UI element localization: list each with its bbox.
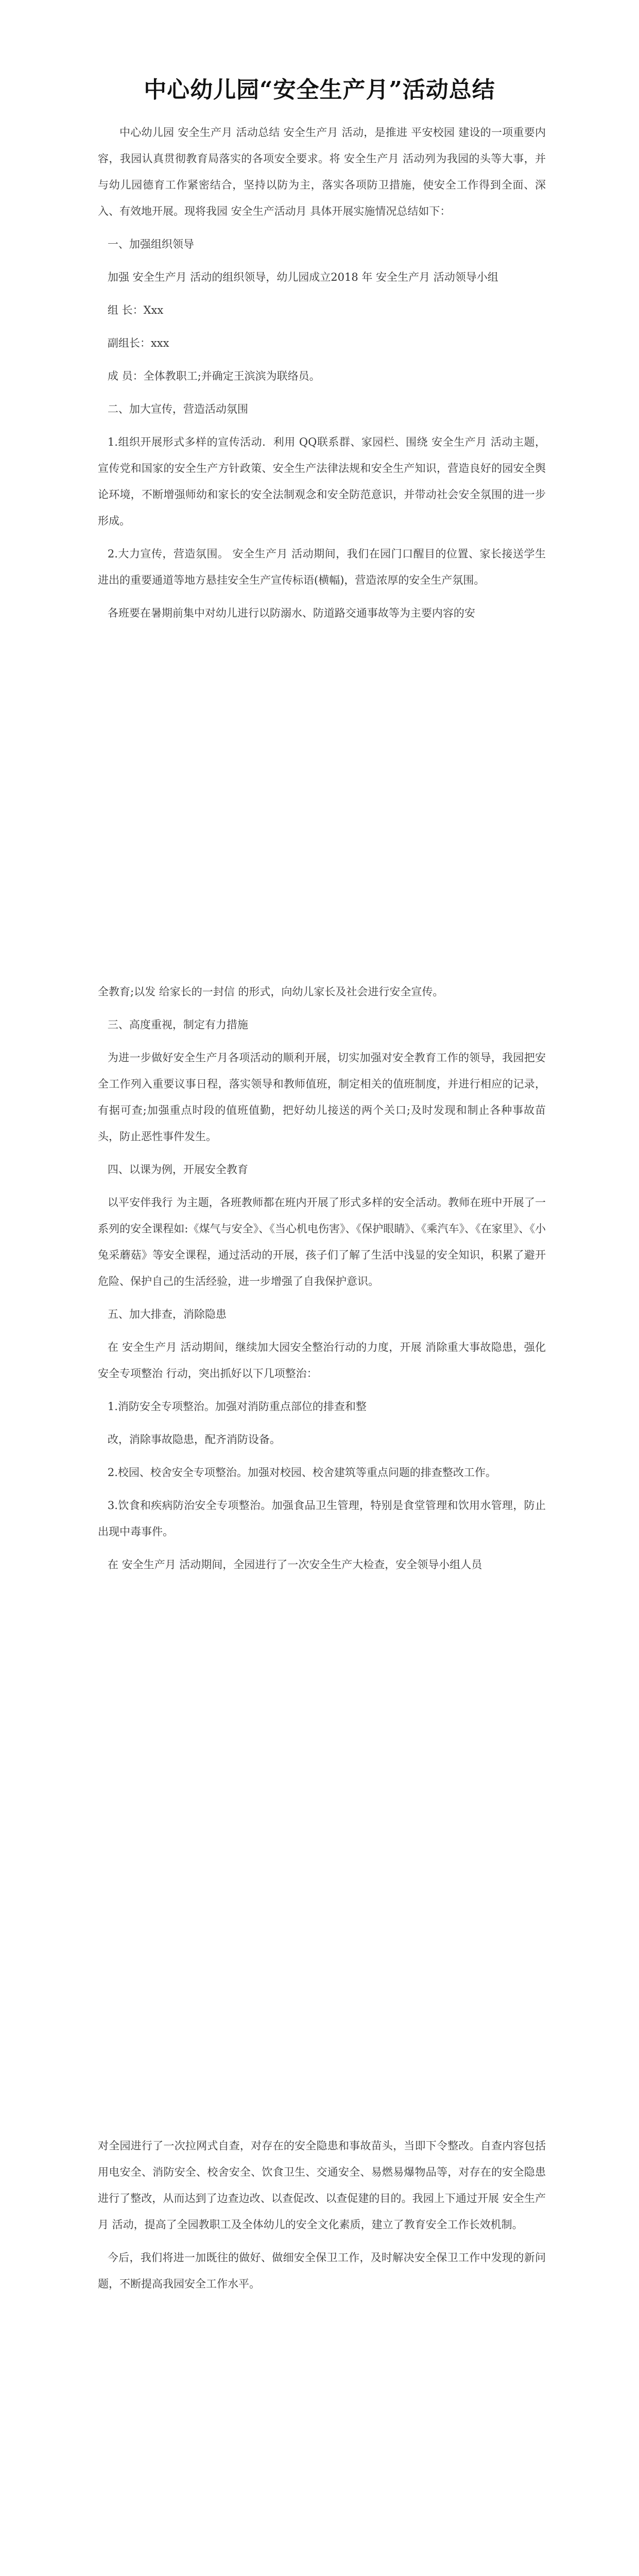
publicity-paragraph-2: 2.大力宣传，营造氛围。 安全生产月 活动期间，我们在园门口醒目的位置、家长接送学生进出的重要通道等地方悬挂安全生产宣传标语(横幅)，营造浓厚的安全生产氛围。 (98, 548, 546, 586)
publicity-paragraph-3-start: 各班要在暑期前集中对幼儿进行以防溺水、防道路交通事故等为主要内容的安 (107, 607, 475, 619)
closing-paragraph: 今后，我们将进一加既往的做好、做细安全保卫工作，及时解决安全保卫工作中发现的新问题，不断提高我园安全工作水平。 (98, 2251, 546, 2290)
check-paragraph-end: 对全园进行了一次拉网式自查，对存在的安全隐患和事故苗头，当即下令整改。自查内容包括用电安全、消防安全、校舍安全、饮食卫生、交通安全、易燃易爆物品等，对存在的安全隐患进行了整改，从而达到了边查边改、以查促改、以查促建的目的。我园上下通过开展 安全生产月 活动，提高了全园教职工及全体幼儿的安全文化素质，建立了教育安全工作长效机制。 (98, 2140, 546, 2231)
publicity-paragraph-1: 1.组织开展形式多样的宣传活动．利用 QQ联系群、家园栏、围绕 安全生产月 活动主题，宣传党和国家的安全生产方针政策、安全生产法律法规和安全生产知识，营造良好的园安全舆论环境，不断增强师幼和家长的安全法制观念和安全防范意识，并带动社会安全氛围的进一步形成。 (98, 436, 546, 527)
heading-publicity: 二、加大宣传，营造活动氛围 (107, 403, 248, 415)
inspection-paragraph: 在 安全生产月 活动期间，继续加大园安全整治行动的力度，开展 消除重大事故隐患，强化安全专项整治 行动，突出抓好以下几项整治： (98, 1341, 546, 1380)
heading-education: 四、以课为例，开展安全教育 (107, 1163, 248, 1176)
fire-safety-item-cont: 改，消除事故隐患，配齐消防设备。 (107, 1433, 281, 1446)
heading-measures: 三、高度重视，制定有力措施 (107, 1019, 248, 1031)
intro-paragraph: 中心幼儿园 安全生产月 活动总结 安全生产月 活动，是推进 平安校园 建设的一项重要内容，我园认真贯彻教育局落实的各项安全要求。将 安全生产月 活动列为我园的头等大事，并与幼儿园德育工作紧密结合，坚持以防为主，落实各项防卫措施，使安全工作得到全面、深入、有效地开展。现将我园 安全生产活动月 具体开展实施情况总结如下： (98, 126, 546, 217)
measures-paragraph: 为进一步做好安全生产月各项活动的顺利开展，切实加强对安全教育工作的领导，我园把安全工作列入重要议事日程，落实领导和教师值班，制定相关的值班制度，并进行相应的记录，有据可查;加强重点时段的值班值勤，把好幼儿接送的两个关口;及时发现和制止各种事故苗头，防止恶性事件发生。 (98, 1052, 546, 1143)
check-paragraph-start: 在 安全生产月 活动期间，全园进行了一次安全生产大检查，安全领导小组人员 (107, 1558, 482, 1571)
document-title: 中心幼儿园“安全生产月”活动总结 (144, 77, 495, 103)
section-part-1 (98, 120, 546, 633)
organization-paragraph: 加强 安全生产月 活动的组织领导，幼儿园成立2018 年 安全生产月 活动领导小组 (107, 271, 498, 283)
heading-inspection: 五、加大排查，消除隐患 (107, 1308, 227, 1320)
publicity-paragraph-3-end: 全教育;以发 给家长的一封信 的形式，向幼儿家长及社会进行安全宣传。 (98, 986, 444, 998)
campus-safety-item: 2.校园、校舍安全专项整治。加强对校园、校舍建筑等重点问题的排查整改工作。 (107, 1466, 496, 1479)
education-paragraph: 以平安伴我行 为主题，各班教师都在班内开展了形式多样的安全活动。教师在班中开展了一系列的安全课程如:《煤气与安全》、《当心机电伤害》、《保护眼睛》、《乘汽车》、《在家里》、《小兔采蘑菇》等安全课程，通过活动的开展，孩子们了解了生活中浅显的安全知识，积累了避开危险、保护自己的生活经验，进一步增强了自我保护意识。 (98, 1196, 546, 1287)
section-part-3 (98, 2133, 546, 2304)
food-safety-item: 3.饮食和疾病防治安全专项整治。加强食品卫生管理，特别是食堂管理和饮用水管理，防止出现中毒事件。 (98, 1499, 546, 1538)
members-line: 成 员：全体教职工;并确定王滨滨为联络员。 (107, 370, 320, 382)
deputy-leader-line: 副组长：xxx (107, 337, 169, 349)
fire-safety-item: 1.消防安全专项整治。加强对消防重点部位的排查和整 (107, 1400, 367, 1413)
heading-organization: 一、加强组织领导 (107, 238, 194, 250)
leader-line: 组 长：Xxx (107, 304, 164, 316)
section-part-2 (98, 979, 546, 1585)
